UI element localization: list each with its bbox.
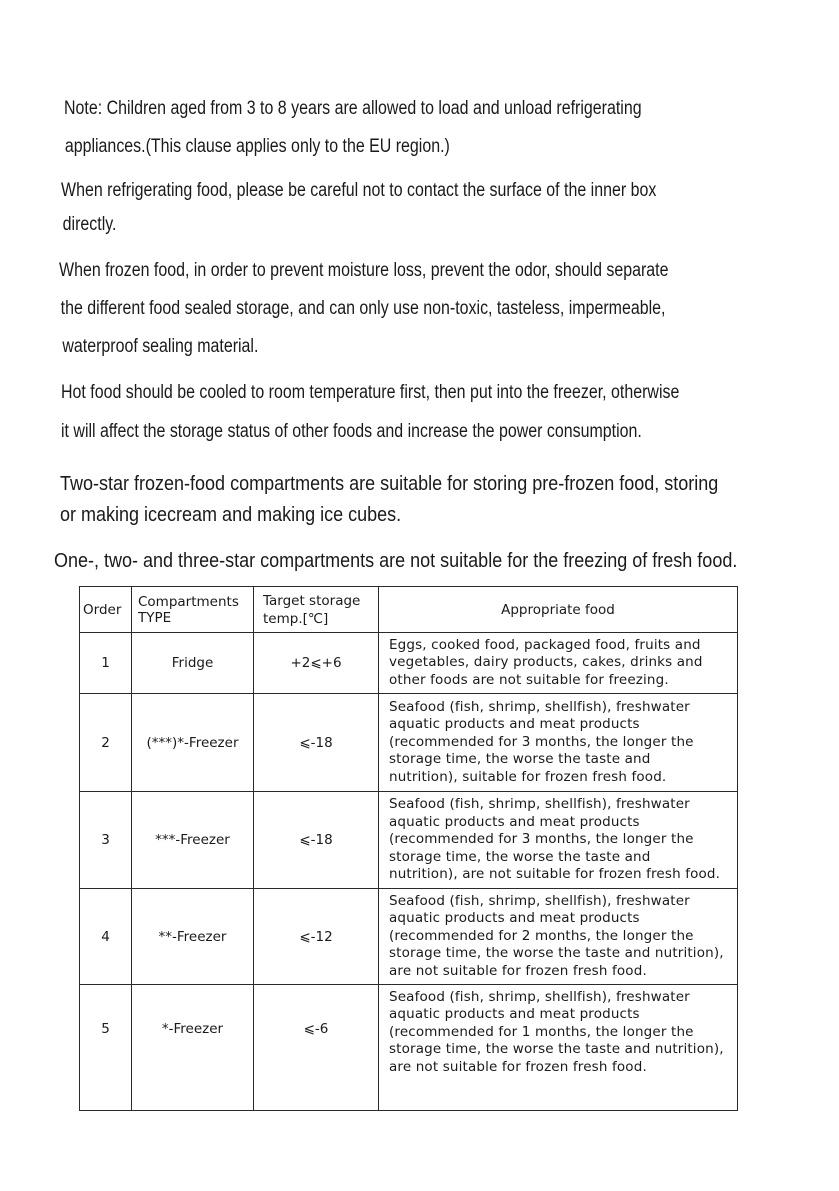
row-temp: ⩽-18 <box>254 792 379 889</box>
star-warning-line: One-, two- and three-star compartments are not suitable for the freezing of fresh food. <box>54 550 738 572</box>
row-type: (***)*-Freezer <box>132 694 254 792</box>
food-line: Eggs, cooked food, packaged food, fruits and <box>389 636 701 653</box>
row-type: Fridge <box>132 633 254 694</box>
food-line: nutrition), suitable for frozen fresh food. <box>389 768 667 785</box>
table-row <box>80 792 738 889</box>
hot-food-line: it will affect the storage status of other foods and increase the power consumption. <box>61 421 642 442</box>
row-type: **-Freezer <box>132 889 254 985</box>
header-type-line: TYPE <box>138 609 172 626</box>
food-line: (recommended for 3 months, the longer the <box>389 831 694 848</box>
row-food <box>379 792 738 889</box>
star-warning <box>54 545 737 577</box>
header-temp <box>254 587 379 633</box>
food-storage-table <box>79 586 738 1111</box>
two-star-line: or making icecream and making ice cubes. <box>60 504 402 526</box>
row-order: 3 <box>80 792 132 889</box>
food-line: other foods are not suitable for freezing. <box>389 671 669 688</box>
header-food: Appropriate food <box>379 587 738 633</box>
hot-food-line: Hot food should be cooled to room temperature first, then put into the freezer, otherwise <box>61 382 680 403</box>
row-temp: ⩽-18 <box>254 694 379 792</box>
food-line: aquatic products and meat products <box>389 1006 640 1023</box>
frozen-food-line: When frozen food, in order to prevent moisture loss, prevent the odor, should separate <box>59 260 669 281</box>
food-line: (recommended for 2 months, the longer the <box>389 927 694 944</box>
table-row <box>80 985 738 1111</box>
frozen-food-line: waterproof sealing material. <box>62 336 259 357</box>
food-line: Seafood (fish, shrimp, shellfish), freshwater <box>389 989 690 1005</box>
food-line: aquatic products and meat products <box>389 813 640 830</box>
note-paragraph <box>64 90 642 166</box>
row-temp: ⩽-6 <box>254 985 379 1111</box>
row-food <box>379 694 738 792</box>
row-type: *-Freezer <box>132 985 254 1111</box>
food-line: Seafood (fish, shrimp, shellfish), freshwater <box>389 698 690 715</box>
header-type <box>132 587 254 633</box>
inner-box-line: When refrigerating food, please be careful not to contact the surface of the inner box <box>61 180 657 201</box>
row-order: 4 <box>80 889 132 985</box>
row-food <box>379 985 738 1111</box>
food-line: Seafood (fish, shrimp, shellfish), freshwater <box>389 892 690 909</box>
food-line: storage time, the worse the taste and nutrition), <box>389 945 724 962</box>
row-order: 1 <box>80 633 132 694</box>
inner-box-paragraph <box>61 174 656 242</box>
header-temp-line: Target storage <box>263 592 361 609</box>
row-food <box>379 889 738 985</box>
row-temp: +2⩽+6 <box>254 633 379 694</box>
header-temp-line: temp.[℃] <box>263 610 329 627</box>
header-type-line: Compartments <box>138 593 239 610</box>
hot-food-paragraph <box>61 373 679 451</box>
header-order: Order <box>80 587 132 633</box>
table-row <box>80 694 738 792</box>
table-header-row <box>80 587 738 633</box>
frozen-food-paragraph <box>59 252 668 366</box>
food-line: aquatic products and meat products <box>389 716 640 733</box>
food-line: storage time, the worse the taste and nutrition), <box>389 1041 724 1058</box>
food-line: are not suitable for frozen fresh food. <box>389 1058 647 1075</box>
food-line: are not suitable for frozen fresh food. <box>389 962 647 979</box>
food-line: storage time, the worse the taste and <box>389 848 651 865</box>
food-line: aquatic products and meat products <box>389 910 640 927</box>
food-line: (recommended for 3 months, the longer the <box>389 733 694 750</box>
food-line: nutrition), are not suitable for frozen fresh food. <box>389 866 721 883</box>
row-temp: ⩽-12 <box>254 889 379 985</box>
inner-box-line: directly. <box>62 214 117 235</box>
note-line: Note: Children aged from 3 to 8 years are allowed to load and unload refrigerating <box>64 98 642 119</box>
food-line: (recommended for 1 months, the longer the <box>389 1023 694 1040</box>
row-type: ***-Freezer <box>132 792 254 889</box>
note-line: appliances.(This clause applies only to the EU region.) <box>64 136 450 157</box>
food-line: Seafood (fish, shrimp, shellfish), freshwater <box>389 796 690 813</box>
two-star-line: Two-star frozen-food compartments are suitable for storing pre-frozen food, storing <box>60 473 719 495</box>
frozen-food-line: the different food sealed storage, and can only use non-toxic, tasteless, impermeable, <box>60 298 666 319</box>
table-row <box>80 889 738 985</box>
food-line: vegetables, dairy products, cakes, drinks and <box>389 654 703 671</box>
row-order: 5 <box>80 985 132 1111</box>
table-row <box>80 633 738 694</box>
row-order: 2 <box>80 694 132 792</box>
row-food <box>379 633 738 694</box>
two-star-paragraph <box>60 469 718 531</box>
food-line: storage time, the worse the taste and <box>389 751 651 768</box>
